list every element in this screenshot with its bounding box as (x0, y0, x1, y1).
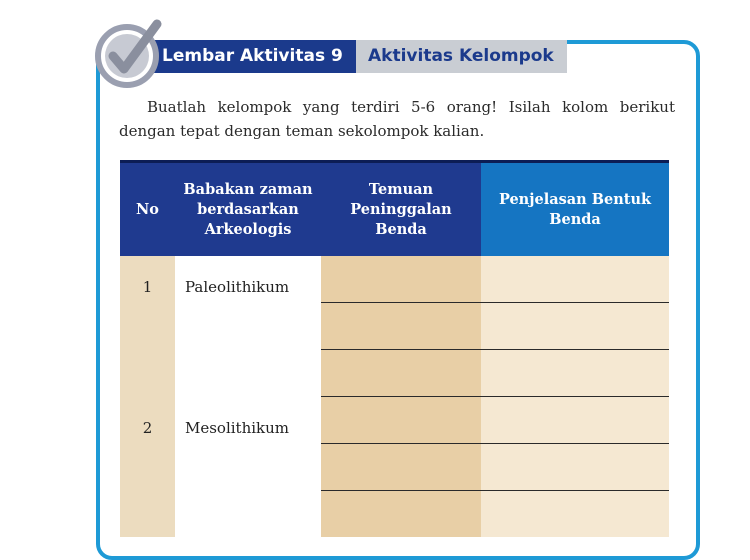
header-findings: Temuan Peninggalan Benda (321, 162, 481, 257)
explanation-input-cell[interactable] (481, 444, 669, 491)
checkmark-badge-icon (89, 14, 169, 94)
findings-input-cell[interactable] (321, 397, 481, 444)
explanation-input-cell[interactable] (481, 303, 669, 350)
explanation-input-cell[interactable] (481, 350, 669, 397)
activity-type-tab: Aktivitas Kelompok (356, 40, 567, 73)
findings-input-cell[interactable] (321, 350, 481, 397)
header-era: Babakan zaman berdasarkan Arkeologis (175, 162, 321, 257)
findings-input-cell[interactable] (321, 444, 481, 491)
activity-label-tab: Lembar Aktivitas 9 (148, 40, 356, 73)
activity-table (120, 160, 669, 537)
header-no: No (120, 162, 175, 257)
instruction-text: Buatlah kelompok yang terdiri 5-6 orang! Isilah kolom berikut dengan tepat dengan teman sekolompok kalian. (119, 98, 675, 140)
header-explanation: Penjelasan Bentuk Benda (481, 162, 669, 257)
findings-input-cell[interactable] (321, 256, 481, 303)
explanation-input-cell[interactable] (481, 397, 669, 444)
explanation-input-cell[interactable] (481, 491, 669, 538)
findings-input-cell[interactable] (321, 491, 481, 538)
table-header-row (120, 162, 669, 257)
table-row (120, 256, 669, 303)
row-era: Mesolithikum (175, 397, 321, 538)
row-number: 1 (120, 256, 175, 397)
row-number: 2 (120, 397, 175, 538)
row-era: Paleolithikum (175, 256, 321, 397)
findings-input-cell[interactable] (321, 303, 481, 350)
explanation-input-cell[interactable] (481, 256, 669, 303)
table-row (120, 397, 669, 444)
